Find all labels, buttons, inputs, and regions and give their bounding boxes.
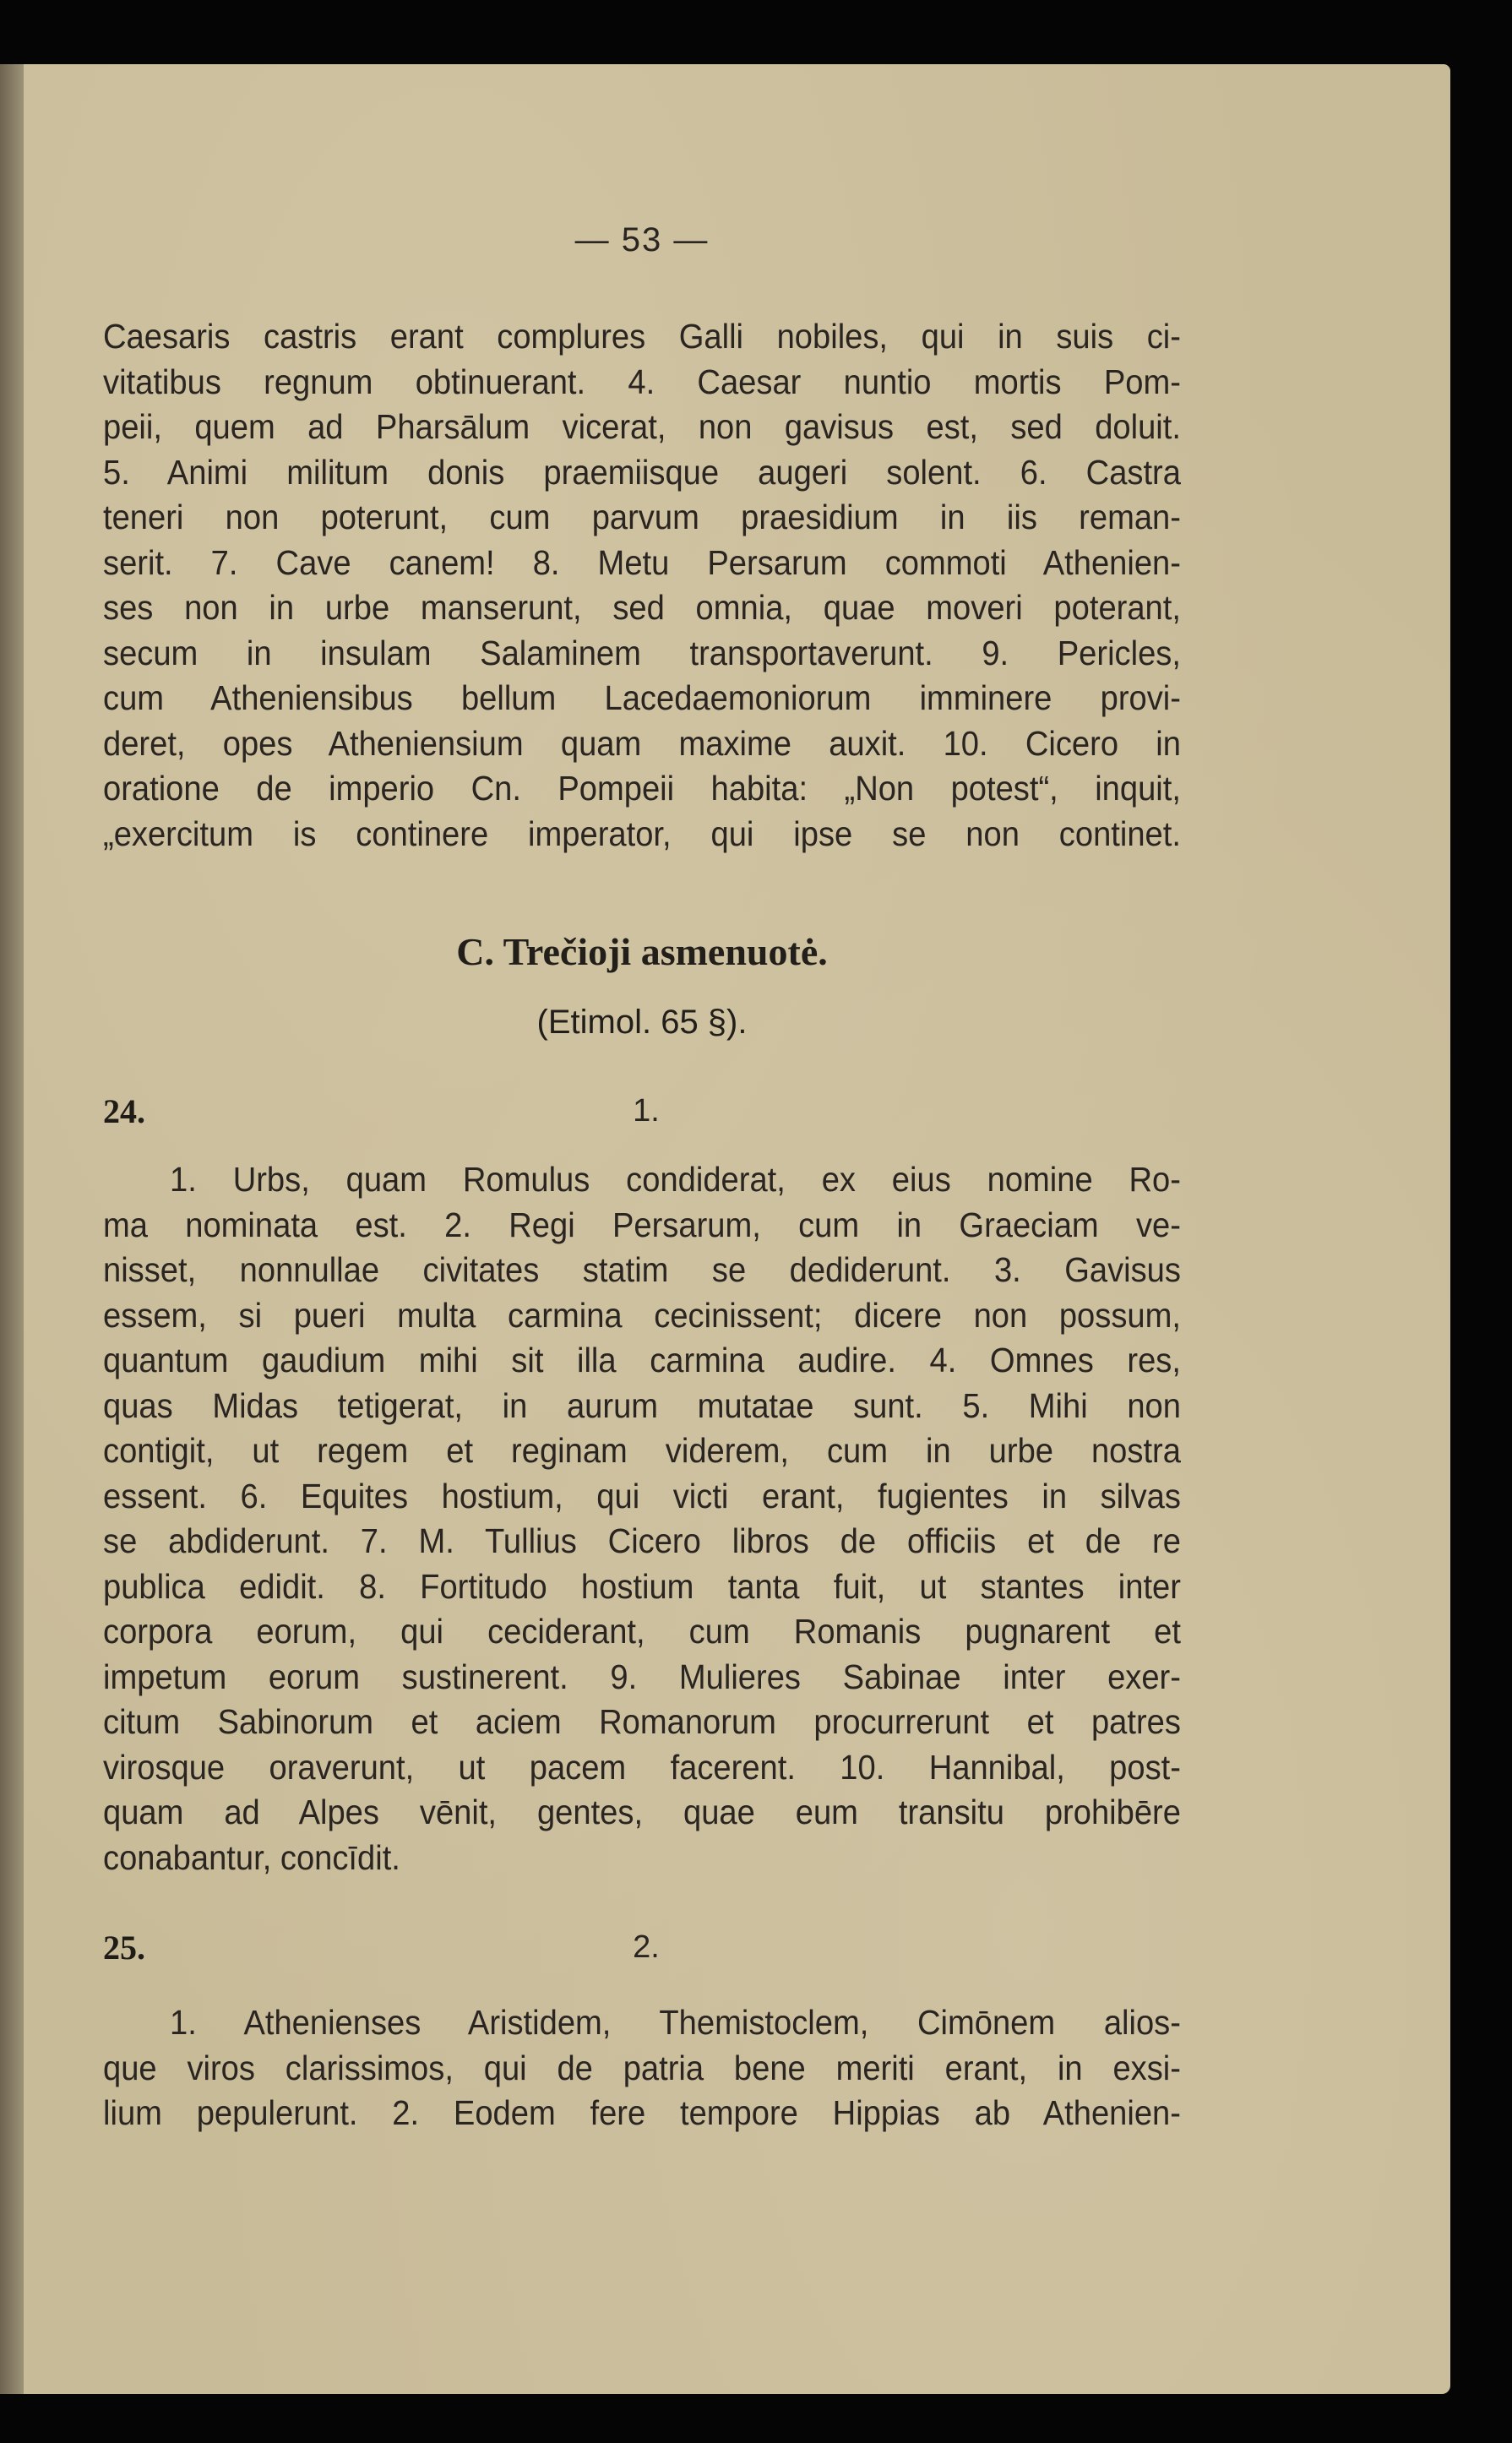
section-reference: (Etimol. 65 §). [536, 1004, 748, 1041]
exercise-paragraph [103, 2000, 1181, 2136]
exercise-label: 25. [103, 1929, 145, 1967]
text-line: quas Midas tetigerat, in aurum mutatae sunt. 5. Mihi non [103, 1385, 1181, 1425]
text-line: peii, quem ad Pharsālum vicerat, non gavisus est, sed doluit. [103, 407, 1181, 446]
text-line: corpora eorum, qui ceciderant, cum Romanis pugnarent et [103, 1612, 1181, 1651]
text-line: nisset, nonnullae civitates statim se dediderunt. 3. Gavisus [103, 1250, 1181, 1289]
text-line: lium pepulerunt. 2. Eodem fere tempore Hippias ab Athenien- [103, 2093, 1181, 2132]
top-paragraph-text [103, 314, 1181, 857]
text-line: ma nominata est. 2. Regi Persarum, cum in Graeciam ve- [103, 1205, 1181, 1244]
section-title: C. Trečioji asmenuotė. [456, 930, 828, 973]
text-line: citum Sabinorum et aciem Romanorum procurrerunt et patres [103, 1702, 1181, 1741]
text-line: deret, opes Atheniensium quam maxime auxit. 10. Cicero in [103, 723, 1181, 763]
text-line: „exercitum is continere imperator, qui ipse se non continet. [103, 813, 1181, 853]
text-line: 1. Athenienses Aristidem, Themistoclem, Cimōnem alios- [170, 2003, 1181, 2042]
text-line: essent. 6. Equites hostium, qui victi erant, fugientes in silvas [103, 1476, 1181, 1515]
exercise-paragraph [103, 1157, 1181, 1880]
top-paragraph [103, 314, 1181, 857]
text-line: oratione de imperio Cn. Pompeii habita: „Non potest“, inquit, [103, 769, 1181, 808]
page-number: — 53 — [574, 221, 710, 258]
text-line: serit. 7. Cave canem! 8. Metu Persarum commoti Athenien- [103, 542, 1181, 582]
text-line: 5. Animi militum donis praemiisque augeri solent. 6. Castra [103, 452, 1181, 492]
text-line: impetum eorum sustinerent. 9. Mulieres Sabinae inter exer- [103, 1657, 1181, 1696]
text-line: ses non in urbe manserunt, sed omnia, quae moveri poterant, [103, 588, 1181, 627]
text-line: contigit, ut regem et reginam viderem, cum in urbe nostra [103, 1431, 1181, 1470]
text-line: quantum gaudium mihi sit illa carmina audire. 4. Omnes res, [103, 1341, 1181, 1379]
text-line: publica edidit. 8. Fortitudo hostium tanta fuit, ut stantes inter [103, 1566, 1181, 1606]
text-line: se abdiderunt. 7. M. Tullius Cicero libros de officiis et de re [103, 1521, 1181, 1560]
text-line: cum Atheniensibus bellum Lacedaemoniorum imminere provi- [103, 678, 1181, 717]
text-line: conabantur, concīdit. [103, 1837, 400, 1877]
text-line: que viros clarissimos, qui de patria bene meriti erant, in exsi- [103, 2048, 1181, 2087]
text-line: secum in insulam Salaminem transportaverunt. 9. Pericles, [103, 633, 1181, 672]
exercise-subsection-number: 1. [633, 1093, 660, 1129]
exercise-25-text [103, 2000, 1181, 2136]
text-line: quam ad Alpes vēnit, gentes, quae eum transitu prohibēre [103, 1793, 1181, 1831]
exercise-subsection-number: 2. [633, 1929, 660, 1965]
text-line: virosque oraverunt, ut pacem facerent. 10. Hannibal, post- [103, 1747, 1181, 1787]
text-line: Caesaris castris erant complures Galli nobiles, qui in suis ci- [103, 317, 1181, 356]
text-line: 1. Urbs, quam Romulus condiderat, ex eius nomine Ro- [170, 1160, 1181, 1199]
text-line: vitatibus regnum obtinuerant. 4. Caesar nuntio mortis Pom- [103, 362, 1181, 401]
exercise-label: 24. [103, 1092, 145, 1130]
exercise-24-text [103, 1157, 1181, 1880]
text-line: essem, si pueri multa carmina cecinissent; dicere non possum, [103, 1295, 1181, 1335]
page-spine-shadow [0, 64, 24, 2394]
text-line: teneri non poterunt, cum parvum praesidium in iis reman- [103, 498, 1181, 536]
